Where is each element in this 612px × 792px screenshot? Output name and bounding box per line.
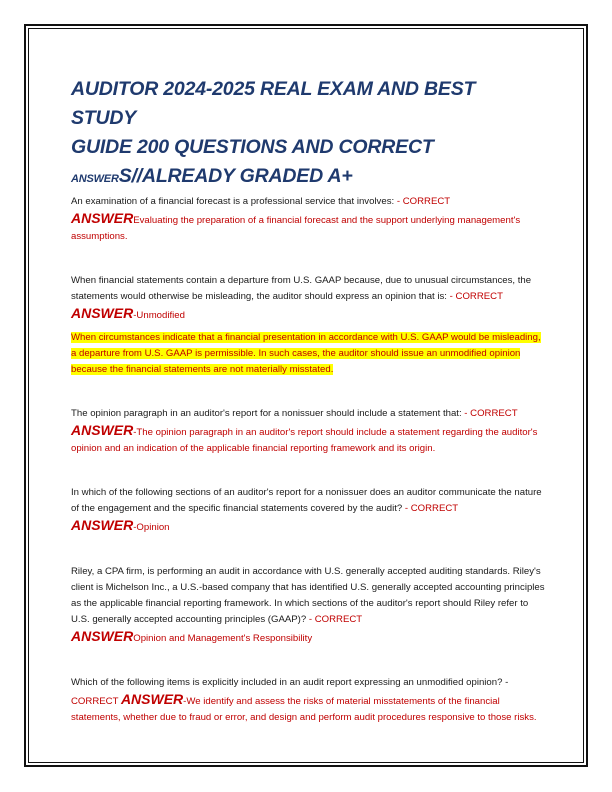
qa-item [71,485,545,536]
correct-label: - CORRECT [308,614,363,625]
document-body [71,75,545,726]
question-text: Riley, a CPA firm, is performing an audit in accordance with U.S. generally accepted auditing standards. Riley's client is Michelson Inc., a U.S.-based company that has identified U.S. generally accepted accounting principles as the applicable financial reporting framework. In which sections of the auditor's report should Riley refer to U.S. generally accepted accounting principles (GAAP)? [71,566,545,625]
answer-label: ANSWER [120,691,184,707]
question-text: In which of the following sections of an auditor's report for a nonissuer does an auditor communicate the nature of the engagement and the specific financial statements covered by the audit? [71,487,542,514]
answer-label: ANSWER [71,305,134,321]
question-text: The opinion paragraph in an auditor's report for a nonissuer should include a statement that: [71,408,462,419]
answer-text: Opinion and Management's Responsibility [133,633,313,644]
qa-item [71,273,545,378]
question-text: When financial statements contain a departure from U.S. GAAP because, due to unusual circumstances, the statements would otherwise be misleading, the auditor should express an opinion that is: [71,275,532,302]
title-line-1: AUDITOR 2024-2025 REAL EXAM AND BEST STUDY [71,78,476,129]
correct-label: - CORRECT [464,408,518,419]
qa-item [71,675,545,726]
answer-label: ANSWER [71,517,134,533]
title-line-2: GUIDE 200 QUESTIONS AND CORRECT [71,136,434,158]
answer-text: Evaluating the preparation of a financial forecast and the support underlying management's assumptions. [71,215,521,242]
qa-item [71,194,545,245]
answer-text: -We identify and assess the risks of material misstatements of the financial statements, whether due to fraud or error, and design and perform audit procedures responsive to those risks. [71,696,537,723]
correct-label: - CORRECT [449,291,503,302]
correct-label: CORRECT [71,696,119,707]
question-text: Which of the following items is explicitly included in an audit report expressing an unmodified opinion? - [71,677,509,688]
title-line-3-small: ANSWER [71,173,119,185]
answer-text: -The opinion paragraph in an auditor's report should include a statement regarding the auditor's opinion and an indication of the applicable financial reporting framework and its origin. [71,427,538,454]
correct-label: - CORRECT [396,196,451,207]
answer-label: ANSWER [71,628,134,644]
qa-item [71,564,545,647]
correct-label: - CORRECT [404,503,459,514]
title-line-3-rest: S//ALREADY GRADED A+ [118,165,353,187]
document-title [71,75,545,194]
question-text: An examination of a financial forecast is a professional service that involves: [71,196,395,207]
answer-text: -Unmodified [133,310,185,321]
answer-label: ANSWER [71,210,134,226]
qa-item [71,406,545,457]
highlighted-explanation: When circumstances indicate that a financial presentation in accordance with U.S. GAAP would be misleading, a departure from U.S. GAAP is permissible. In such cases, the auditor should issue an unmodified opinion because the financial statements are not materially misstated. [71,332,541,375]
answer-text: -Opinion [133,522,170,533]
answer-label: ANSWER [71,422,134,438]
